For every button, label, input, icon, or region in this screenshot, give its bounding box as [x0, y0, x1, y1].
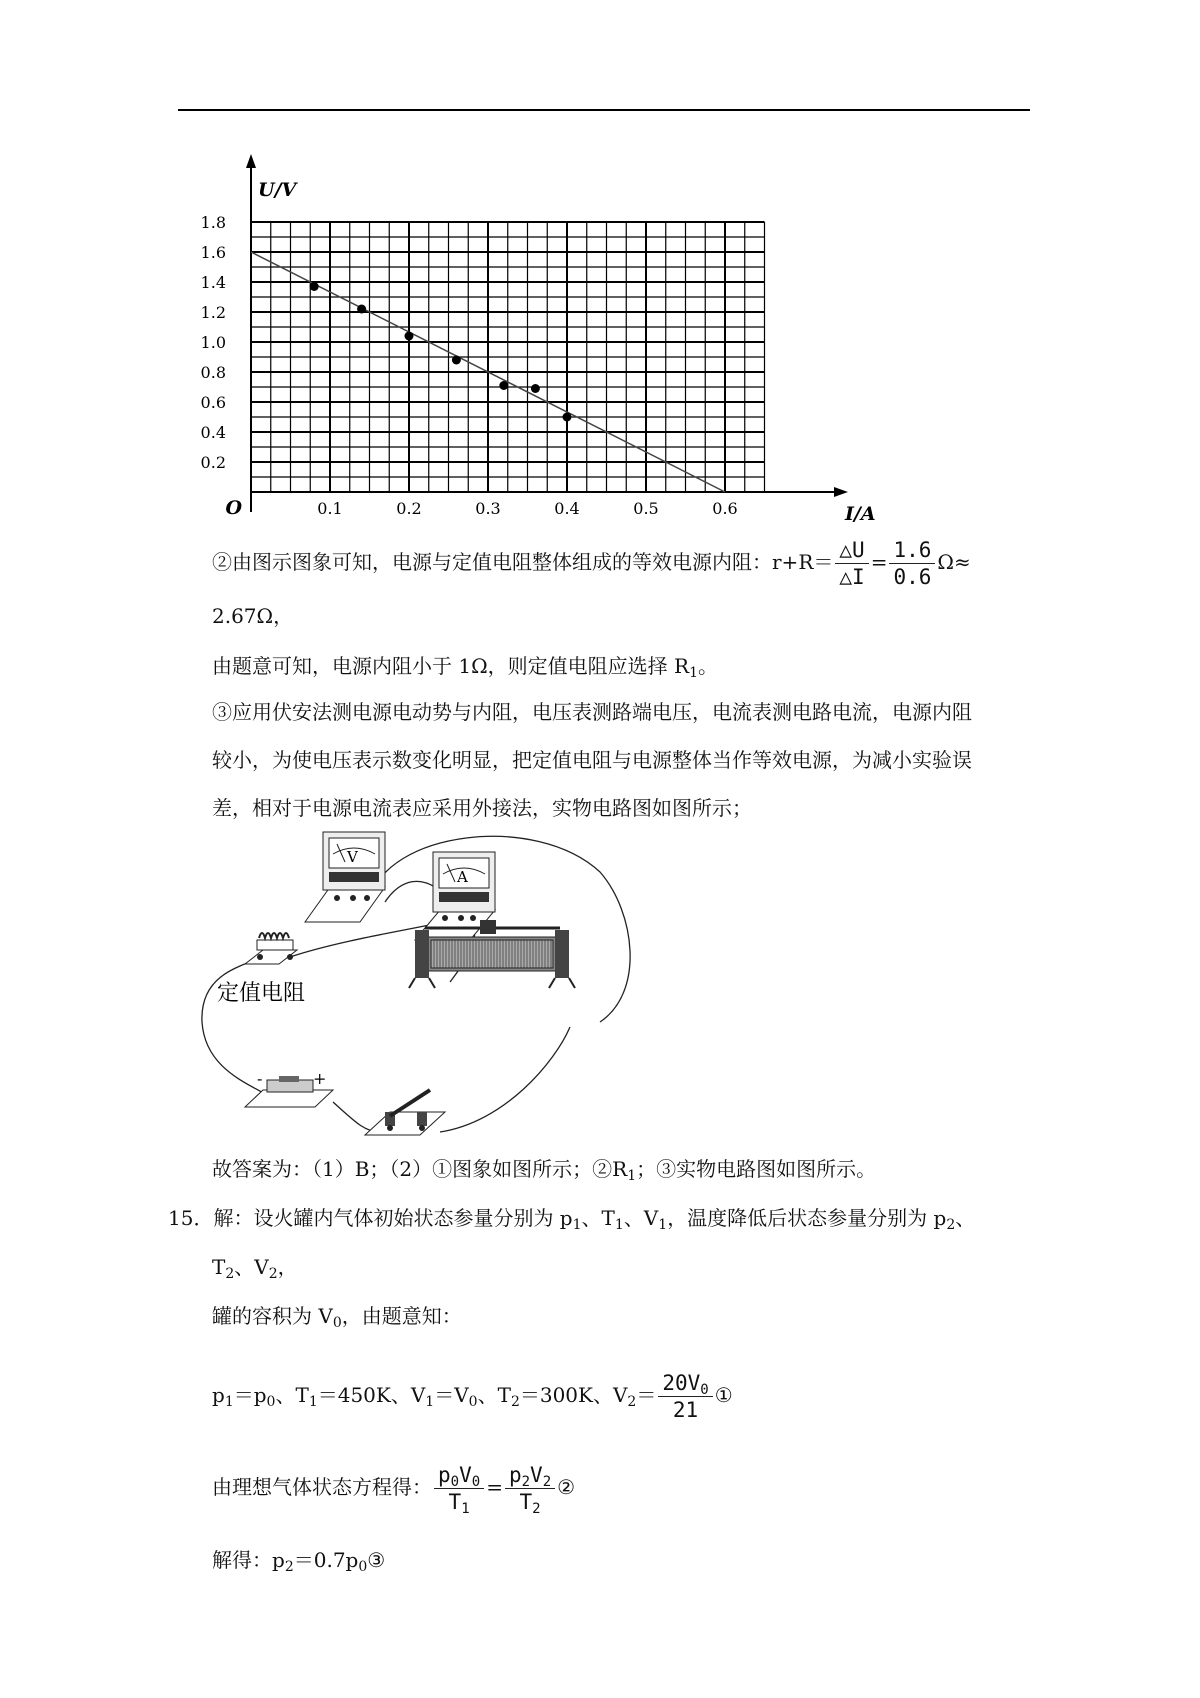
- y-tick-label: 0.6: [200, 393, 226, 412]
- y-tick-label: 1.8: [200, 213, 226, 232]
- fixed-resistor: [245, 933, 297, 964]
- x-tick-label: 0.1: [317, 499, 343, 518]
- x-tick-label: 0.3: [475, 499, 501, 518]
- y-tick-label: 1.6: [200, 243, 226, 262]
- q15-line-3: 罐的容积为 $V_0$，由题意知：: [212, 1304, 462, 1331]
- resistor-label: 定值电阻: [217, 981, 306, 1006]
- data-point: [310, 282, 319, 291]
- equation-1: $p_1=p_0$、$T_1=450K$、$V_1=V_0$、$T_2=300K$、$V_2=$ $\frac{20V_0}{21}$ ①: [212, 1371, 733, 1422]
- answer-line: 故答案为：（1）B；（2）①图象如图所示；$②R_1$；③实物电路图如图所示。: [212, 1157, 877, 1184]
- x-tick-label: 0.4: [554, 499, 580, 518]
- data-point: [531, 384, 540, 393]
- y-tick-label: 0.4: [200, 423, 226, 442]
- y-tick-label: 1.4: [200, 273, 226, 292]
- fraction-p0v0-t1: $\frac{p_0V_0}{T_1}$: [434, 1462, 484, 1515]
- para-4-line-3: 差，相对于电源电流表应采用外接法，实物电路图如图所示；: [212, 796, 752, 820]
- para-4-line-1: ③应用伏安法测电源电动势与内阻，电压表测路端电压，电流表测电路电流，电源内阻: [212, 700, 972, 724]
- data-point: [357, 305, 366, 314]
- equation-3: 解得：$p_2=0.7p_0③$: [212, 1548, 386, 1575]
- fraction-values: $\frac{1.6}{0.6}$: [889, 537, 935, 590]
- y-tick-label: 0.8: [200, 363, 226, 382]
- x-tick-label: 0.6: [712, 499, 738, 518]
- fraction-du-di: $\frac{\triangle U}{\triangle I}$: [835, 537, 868, 590]
- x-tick-labels: [317, 499, 737, 518]
- data-point: [405, 332, 414, 341]
- equation-2: 由理想气体状态方程得： $\frac{p_0V_0}{T_1}$ = $\frac{p_2V_2}{T_2}$ ②: [212, 1463, 576, 1517]
- y-tick-label: 0.2: [200, 453, 226, 472]
- y-tick-label: 1.0: [200, 333, 226, 352]
- y-axis-label: U/V: [258, 179, 297, 201]
- data-point: [563, 413, 572, 422]
- u-i-graph: [200, 150, 876, 530]
- y-tick-label: 1.2: [200, 303, 226, 322]
- fraction-p2v2-t2: $\frac{p_2V_2}{T_2}$: [505, 1462, 555, 1515]
- x-tick-label: 0.5: [633, 499, 659, 518]
- y-tick-labels: [201, 213, 226, 472]
- data-point: [499, 381, 508, 390]
- para-2: ②由图示图象可知，电源与定值电阻整体组成的等效电源内阻：r+R＝ $\frac{\triangle U}{\triangle I}$ = $\frac{1.6}{0.6}$ Ω≈: [212, 538, 971, 589]
- voltmeter-label: V: [347, 848, 358, 866]
- header-rule: [178, 109, 1030, 111]
- para-4-line-2: 较小，为使电压表示数变化明显，把定值电阻与电源整体当作等效电源，为减小实验误: [212, 748, 972, 772]
- circuit-diagram: [205, 832, 665, 1142]
- switch: [365, 1090, 445, 1135]
- battery: [245, 1069, 333, 1107]
- origin-label: O: [225, 497, 242, 519]
- graph-grid: [251, 222, 765, 492]
- voltmeter: [305, 832, 385, 922]
- x-tick-label: 0.2: [396, 499, 422, 518]
- para-3: 由题意可知，电源内阻小于 1Ω，则定值电阻应选择 $R_1$。: [212, 654, 719, 681]
- data-point: [452, 356, 461, 365]
- y-axis-arrow: [246, 154, 256, 168]
- q15-line-2: $T_2$、$V_2$，: [212, 1255, 298, 1282]
- battery-plus: +: [313, 1069, 327, 1088]
- x-axis-label: I/A: [845, 503, 876, 525]
- battery-minus: -: [257, 1069, 263, 1088]
- q15-line-1: 15．解：设火罐内气体初始状态参量分别为 $p_1$、$T_1$、$V_1$，温度降低后状态参量分别为 $p_2$、: [168, 1206, 976, 1233]
- data-points: [310, 282, 572, 422]
- para-2b: 2.67Ω，: [212, 604, 294, 628]
- ammeter-label: A: [457, 868, 468, 886]
- x-axis-arrow: [834, 487, 848, 497]
- fraction-v2: $\frac{20V_0}{21}$: [658, 1370, 712, 1423]
